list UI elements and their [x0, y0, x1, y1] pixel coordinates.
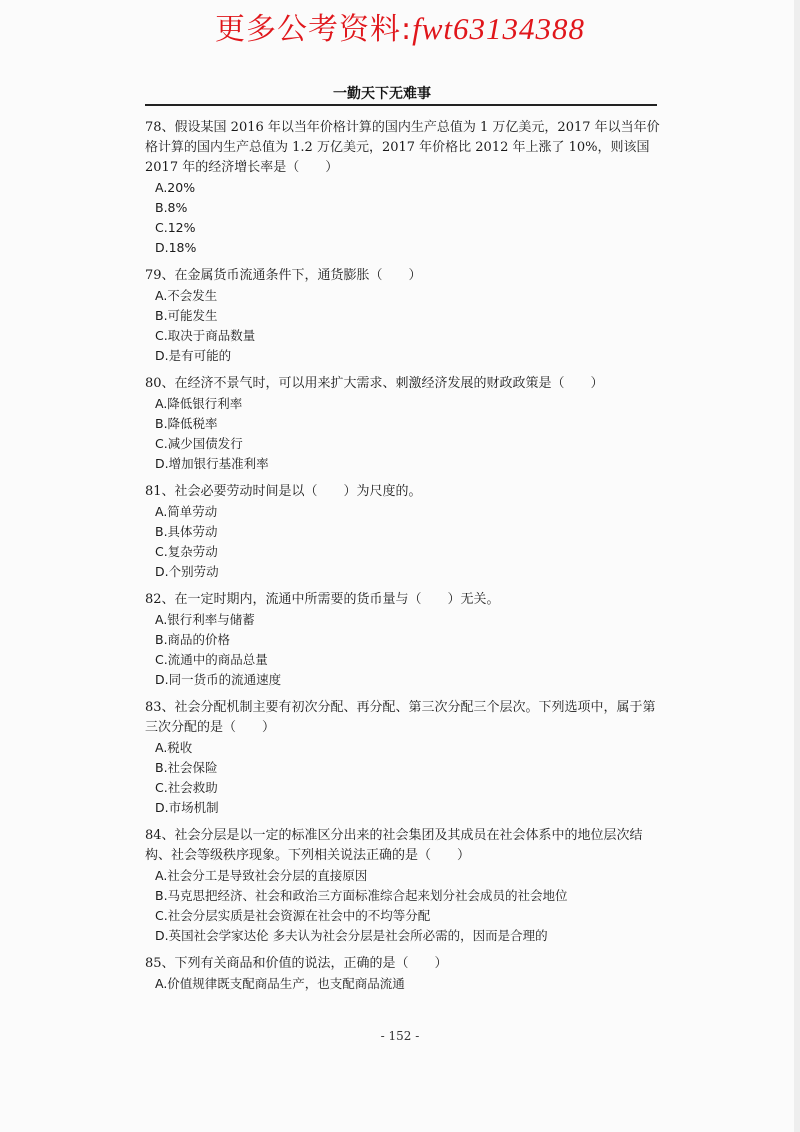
- page-number: - 152 -: [380, 1029, 420, 1043]
- option-a: A.不会发生: [155, 288, 218, 303]
- option-d: D.是有可能的: [155, 348, 232, 363]
- question-81: [145, 482, 665, 582]
- option-c: C.社会救助: [155, 780, 218, 795]
- question-83: [145, 698, 665, 818]
- question-stem: 80、在经济不景气时，可以用来扩大需求、刺激经济发展的财政政策是（ ）: [145, 376, 604, 391]
- watermark-contact: fwt63134388: [412, 11, 585, 46]
- option-c: C.减少国债发行: [155, 436, 243, 451]
- option-list: [145, 866, 665, 946]
- option-list: [145, 178, 665, 258]
- question-list: [145, 118, 665, 1002]
- option-list: [145, 394, 665, 474]
- question-78: [145, 118, 665, 258]
- option-list: [145, 738, 665, 818]
- watermark-banner: [0, 4, 800, 48]
- option-a: A.20%: [155, 180, 196, 195]
- option-c: C.取决于商品数量: [155, 328, 256, 343]
- option-a: A.简单劳动: [155, 504, 218, 519]
- option-a: A.税收: [155, 740, 193, 755]
- option-a: A.降低银行利率: [155, 396, 243, 411]
- option-d: D.个别劳动: [155, 564, 219, 579]
- option-a: A.社会分工是导致社会分层的直接原因: [155, 868, 368, 883]
- question-stem: 85、下列有关商品和价值的说法，正确的是（ ）: [145, 956, 448, 971]
- page-edge-shadow: [794, 0, 800, 1132]
- option-d: D.同一货币的流通速度: [155, 672, 282, 687]
- question-stem: 81、社会必要劳动时间是以（ ）为尺度的。: [145, 484, 422, 499]
- option-d: D.英国社会学家达伦 多夫认为社会分层是社会所必需的，因而是合理的: [155, 928, 548, 943]
- page-header-title: 一勤天下无难事: [333, 86, 431, 102]
- watermark-prefix: 更多公考资料:: [214, 12, 413, 47]
- question-stem: 83、社会分配机制主要有初次分配、再分配、第三次分配三个层次。下列选项中，属于第三次分配的是（ ）: [145, 700, 656, 735]
- option-d: D.18%: [155, 240, 197, 255]
- option-b: B.可能发生: [155, 308, 218, 323]
- option-list: [145, 286, 665, 366]
- question-80: [145, 374, 665, 474]
- option-b: B.降低税率: [155, 416, 218, 431]
- question-82: [145, 590, 665, 690]
- option-a: A.银行利率与储蓄: [155, 612, 255, 627]
- option-b: B.社会保险: [155, 760, 218, 775]
- option-d: D.市场机制: [155, 800, 219, 815]
- header-divider: [145, 104, 657, 106]
- option-c: C.流通中的商品总量: [155, 652, 268, 667]
- question-stem: 84、社会分层是以一定的标准区分出来的社会集团及其成员在社会体系中的地位层次结构、社会等级秩序现象。下列相关说法正确的是（ ）: [145, 828, 643, 863]
- option-d: D.增加银行基准利率: [155, 456, 269, 471]
- option-b: B.具体劳动: [155, 524, 218, 539]
- option-c: C.社会分层实质是社会资源在社会中的不均等分配: [155, 908, 431, 923]
- option-a: A.价值规律既支配商品生产，也支配商品流通: [155, 976, 405, 991]
- question-79: [145, 266, 665, 366]
- option-c: C.12%: [155, 220, 196, 235]
- question-stem: 79、在金属货币流通条件下，通货膨胀（ ）: [145, 268, 422, 283]
- option-list: [145, 502, 665, 582]
- option-b: B.8%: [155, 200, 188, 215]
- option-b: B.商品的价格: [155, 632, 231, 647]
- question-stem: 78、假设某国 2016 年以当年价格计算的国内生产总值为 1 万亿美元，2017 年以当年价格计算的国内生产总值为 1.2 万亿美元，2017 年价格比 2012 年上涨了 10%，则该国 2017 年的经济增长率是（ ）: [145, 120, 660, 175]
- question-84: [145, 826, 665, 946]
- option-list: [145, 974, 665, 994]
- question-stem: 82、在一定时期内，流通中所需要的货币量与（ ）无关。: [145, 592, 500, 607]
- option-c: C.复杂劳动: [155, 544, 218, 559]
- option-b: B.马克思把经济、社会和政治三方面标准综合起来划分社会成员的社会地位: [155, 888, 568, 903]
- option-list: [145, 610, 665, 690]
- question-85: [145, 954, 665, 994]
